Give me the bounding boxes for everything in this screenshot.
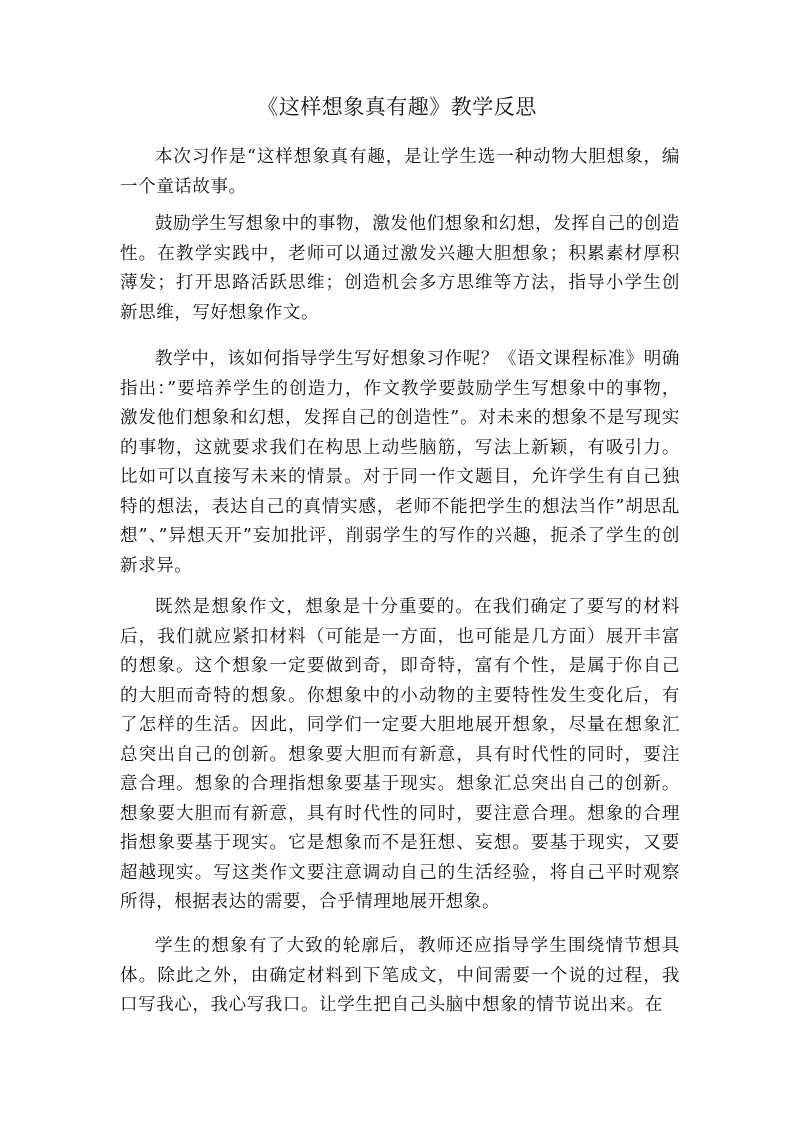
document-title: 《这样想象真有趣》教学反思 bbox=[257, 95, 537, 119]
paragraph-1: 本次习作是“这样想象真有趣，是让学生选一种动物大胆想象，编一个童话故事。 bbox=[120, 147, 680, 197]
paragraph-4: 既然是想象作文，想象是十分重要的。在我们确定了要写的材料后，我们就应紧扣材料（可能是一方面，也可能是几方面）展开丰富的想象。这个想象一定要做到奇，即奇特，富有个性，是属于你自己的大胆而奇特的想象。你想象中的小动物的主要特性发生变化后，有了怎样的生活。因此，同学们一定要大胆地展开想象，尽量在想象汇总突出自己的创新。想象要大胆而有新意，具有时代性的同时，要注意合理。想象的合理指想象要基于现实。想象汇总突出自己的创新。想象要大胆而有新意，具有时代性的同时，要注意合理。想象的合理指想象要基于现实。它是想象而不是狂想、妄想。要基于现实，又要超越现实。写这类作文要注意调动自己的生活经验，将自己平时观察所得，根据表达的需要，合乎情理地展开想象。 bbox=[120, 597, 680, 912]
paragraph-3: 教学中，该如何指导学生写好想象习作呢？《语文课程标准》明确指出：”要培养学生的创造力，作文教学要鼓励学生写想象中的事物，激发他们想象和幻想，发挥自己的创造性”。对未来的想象不是写现实的事物，这就要求我们在构思上动些脑筋，写法上新颖，有吸引力。比如可以直接写未来的情景。对于同一作文题目，允许学生有自己独特的想法，表达自己的真情实感，老师不能把学生的想法当作”胡思乱想”、”异想天开”妄加批评，削弱学生的写作的兴趣，扼杀了学生的创新求异。 bbox=[120, 349, 680, 576]
paragraph-2: 鼓励学生写想象中的事物，激发他们想象和幻想，发挥自己的创造性。在教学实践中，老师可以通过激发兴趣大胆想象；积累素材厚积薄发；打开思路活跃思维；创造机会多方思维等方法，指导小学生创新思维，写好想象作文。 bbox=[120, 214, 680, 323]
paragraph-5: 学生的想象有了大致的轮廓后，教师还应指导学生围绕情节想具体。除此之外，由确定材料到下笔成文，中间需要一个说的过程，我口写我心，我心写我口。让学生把自己头脑中想象的情节说出来。在 bbox=[120, 936, 680, 1015]
